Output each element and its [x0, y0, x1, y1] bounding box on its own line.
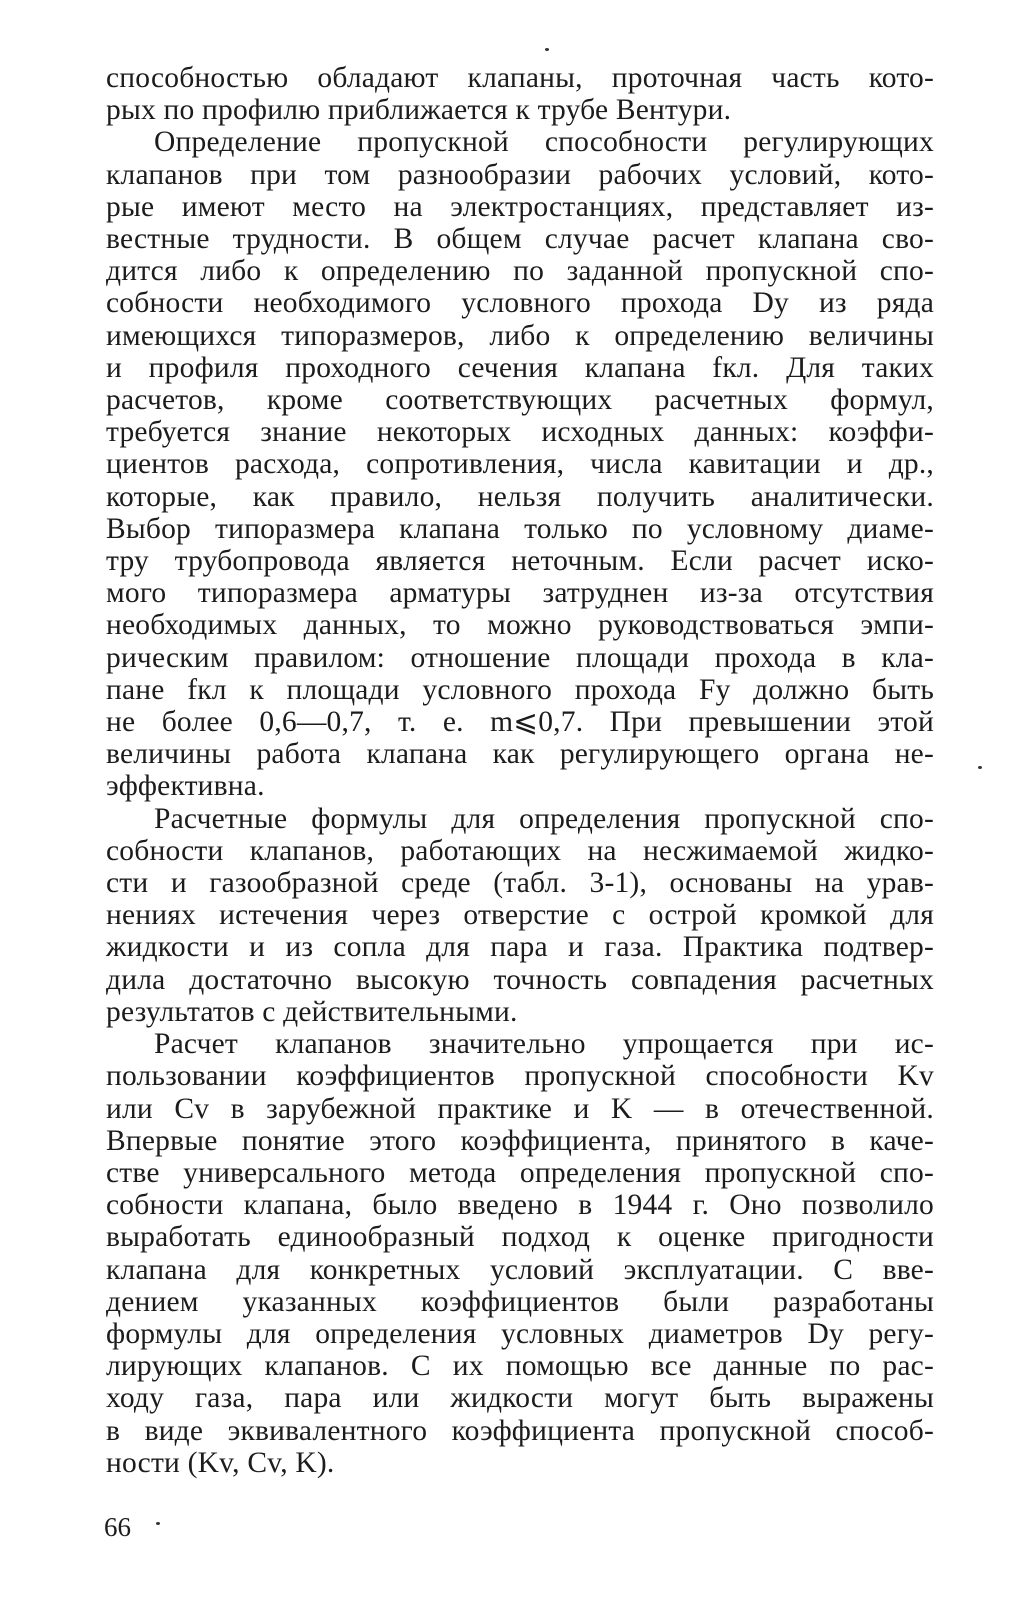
paragraph-2 — [106, 126, 934, 802]
text-line: Расчет клапанов значительно упрощается при ис- — [154, 1028, 934, 1061]
paragraph-3 — [106, 803, 934, 1028]
text-line: стве универсального метода определения пропускной спо- — [106, 1156, 934, 1189]
text-line: пользовании коэффициентов пропускной способности Kv — [106, 1060, 934, 1093]
text-line: лирующих клапанов. С их помощью все данные по рас- — [106, 1350, 934, 1383]
text-line: выработать единообразный подход к оценке пригодности — [106, 1221, 934, 1254]
text-line: величины работа клапана как регулирующего органа не- — [106, 738, 934, 771]
text-line: дится либо к определению по заданной пропускной спо- — [106, 255, 934, 288]
text-line: способностью обладают клапаны, проточная часть кото- — [106, 62, 934, 94]
text-line: нениях истечения через отверстие с острой кромкой для — [106, 899, 934, 932]
text-line: Расчетные формулы для определения пропускной спо- — [154, 802, 934, 835]
text-line: в виде эквивалентного коэффициента пропускной способ- — [106, 1414, 934, 1447]
text-line: клапанов при том разнообразии рабочих условий, кото- — [106, 158, 934, 191]
text-line: жидкости и из сопла для пара и газа. Практика подтвер- — [106, 931, 934, 964]
page-number: 66 — [104, 1512, 131, 1542]
text-line: пане fкл к площади условного прохода Fу должно быть — [106, 673, 934, 706]
text-line: не более 0,6—0,7, т. е. m⩽0,7. При превышении этой — [106, 706, 934, 739]
text-line: вестные трудности. В общем случае расчет клапана сво- — [106, 223, 934, 256]
text-line: рическим правилом: отношение площади прохода в кла- — [106, 641, 934, 674]
text-line: мого типоразмера арматуры затруднен из-за отсутствия — [106, 577, 934, 610]
print-speck — [156, 1522, 160, 1525]
text-line: необходимых данных, то можно руководствоваться эмпи- — [106, 609, 934, 642]
text-line: дением указанных коэффициентов были разработаны — [106, 1285, 934, 1318]
text-line: собности необходимого условного прохода Dу из ряда — [106, 287, 934, 320]
text-line: рые имеют место на электростанциях, представляет из- — [106, 190, 934, 223]
text-line: ходу газа, пара или жидкости могут быть выражены — [106, 1382, 934, 1415]
text-line: которые, как правило, нельзя получить аналитически. — [106, 480, 934, 513]
text-line: Впервые понятие этого коэффициента, принятого в каче- — [106, 1124, 934, 1157]
text-line: или Cv в зарубежной практике и K — в отечественной. — [106, 1092, 934, 1125]
text-line: сти и газообразной среде (табл. 3-1), основаны на урав- — [106, 867, 934, 900]
text-line: эффективна. — [106, 770, 265, 803]
text-line: рых по профилю приближается к трубе Вентури. — [106, 94, 732, 127]
text-line: результатов с действительными. — [106, 995, 518, 1028]
text-line: имеющихся типоразмеров, либо к определению величины — [106, 319, 934, 352]
text-line: дила достаточно высокую точность совпадения расчетных — [106, 963, 934, 996]
text-line: циентов расхода, сопротивления, числа кавитации и др., — [106, 448, 934, 481]
text-line: и профиля проходного сечения клапана fкл. Для таких — [106, 351, 934, 384]
page-text — [106, 62, 934, 1479]
text-line: клапана для конкретных условий эксплуатации. С вве- — [106, 1253, 934, 1286]
text-line: ности (Kv, Cv, K). — [106, 1446, 335, 1479]
text-line: Выбор типоразмера клапана только по условному диаме- — [106, 512, 934, 545]
print-speck — [545, 48, 549, 51]
text-line: формулы для определения условных диаметров Dу регу- — [106, 1317, 934, 1350]
text-line: тру трубопровода является неточным. Если расчет иско- — [106, 545, 934, 578]
text-line: собности клапанов, работающих на несжимаемой жидко- — [106, 834, 934, 867]
text-line: собности клапана, было введено в 1944 г. Оно позволило — [106, 1189, 934, 1222]
paragraph-1 — [106, 62, 934, 126]
text-line: Определение пропускной способности регулирующих — [154, 126, 934, 159]
text-line: требуется знание некоторых исходных данных: коэффи- — [106, 416, 934, 449]
text-line: расчетов, кроме соответствующих расчетных формул, — [106, 384, 934, 417]
print-speck — [978, 766, 982, 769]
paragraph-4 — [106, 1028, 934, 1479]
